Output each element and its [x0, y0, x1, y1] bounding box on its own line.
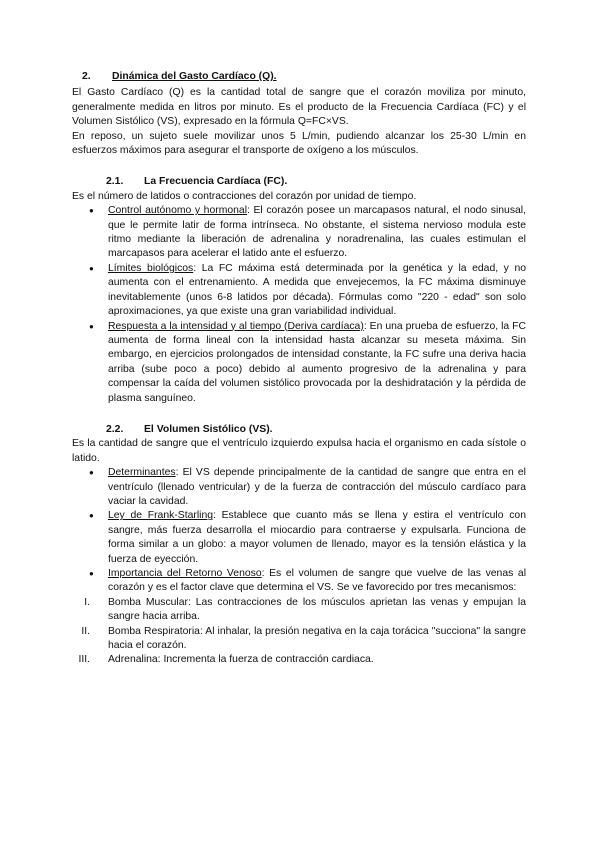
subsection-title: La Frecuencia Cardíaca (FC).	[144, 176, 288, 188]
list-item	[72, 320, 526, 406]
roman-numeral: III.	[78, 654, 90, 666]
section-title: Dinámica del Gasto Cardíaco (Q).	[112, 71, 277, 82]
paragraph: Es el número de latidos o contracciones del corazón por unidad de tiempo.	[72, 190, 417, 202]
definition: : Es el volumen de sangre que vuelve de las venas al corazón y es el factor clave que determina el VS. Se ve favorecido por tres mecanismos:	[108, 568, 526, 594]
item-text: Adrenalina: Incrementa la fuerza de contracción cardiaca.	[108, 654, 374, 666]
definition: : La FC máxima está determinada por la genética y la edad, y no aumenta con el entrenamiento. A medida que envejecemos, la FC máxima disminuye inevitablemente (unos 6-8 latidos por década). Fórmulas como "220 - edad" son solo aproximaciones, ya que existe una gran variabilidad individual.	[108, 262, 526, 318]
bullet-list	[72, 466, 526, 596]
definition: : En una prueba de esfuerzo, la FC aumenta de forma lineal con la intensidad hasta alcanzar su meseta máxima. Sin embargo, en ejercicios prolongados de intensidad constante, la FC sufre una deriva hacia arriba (sube poco a poco) debido al aumento progresivo de la adrenalina y para compensar la caída del volumen sistólico provocada por la deshidratación y la pérdida de plasma sanguíneo.	[108, 320, 527, 404]
roman-list	[72, 596, 526, 668]
term: Ley de Frank-Starling	[108, 510, 213, 522]
paragraph: En reposo, un sujeto suele movilizar unos 5 L/min, pudiendo alcanzar los 25-30 L/min en esfuerzos máximos para asegurar el transporte de oxígeno a los músculos.	[72, 130, 526, 157]
roman-numeral: II.	[81, 625, 90, 637]
section-number: 2.	[82, 71, 91, 82]
section-2-heading	[82, 70, 526, 84]
term: Importancia del Retorno Venoso	[108, 568, 262, 579]
list-item	[72, 625, 526, 654]
list-item	[72, 567, 526, 596]
item-text: Bomba Respiratoria: Al inhalar, la presión negativa en la caja torácica "succiona" la sangre hacia el corazón.	[108, 625, 526, 652]
definition: : Establece que cuanto más se llena y estira el ventrículo con sangre, más fuerza desarrolla el miocardio para contraerse y expulsarla. Funciona de forma similar a un globo: a mayor volumen de llenado, mayor es la tensión elástica y la fuerza de eyección.	[108, 510, 526, 565]
definition: : El VS depende principalmente de la cantidad de sangre que entra en el ventrículo (llenado ventricular) y de la fuerza de contracción del músculo cardíaco para vaciar la cavidad.	[108, 467, 526, 507]
term: Respuesta a la intensidad y al tiempo (Deriva cardíaca)	[108, 320, 364, 332]
paragraph: El Gasto Cardíaco (Q) es la cantidad total de sangre que el corazón moviliza por minuto, generalmente medida en litros por minuto. Es el producto de la Frecuencia Cardíaca (FC) y el Volumen Sistólico (VS), expresado en la fórmula Q=FC×VS.	[72, 87, 526, 128]
section-2-2-heading	[106, 423, 526, 437]
term: Control autónomo y hormonal	[108, 205, 248, 217]
definition: : El corazón posee un marcapasos natural, el nodo sinusal, que le permite latir de forma intrínseca. No obstante, el sistema nervioso modula este ritmo mediante la liberación de adrenalina y noradrenalina, las cuales estimulan el marcapasos para acelerar el latido ante el esfuerzo.	[108, 205, 526, 260]
list-item	[72, 653, 526, 667]
document-page	[72, 70, 526, 668]
list-item	[72, 204, 526, 262]
list-item	[72, 466, 526, 509]
list-item	[72, 509, 526, 567]
list-item	[72, 262, 526, 320]
subsection-title: El Volumen Sistólico (VS).	[144, 423, 273, 435]
paragraph: Es la cantidad de sangre que el ventrículo izquierdo expulsa hacia el organismo en cada sístole o latido.	[72, 438, 526, 464]
term: Límites biológicos	[108, 262, 194, 274]
subsection-number: 2.1.	[106, 176, 124, 188]
term: Determinantes	[108, 467, 176, 479]
section-2-1-heading	[106, 175, 526, 189]
item-text: Bomba Muscular: Las contracciones de los músculos aprietan las venas y empujan la sangre hacia arriba.	[108, 596, 526, 623]
bullet-list	[72, 204, 526, 406]
list-item	[72, 596, 526, 625]
subsection-number: 2.2.	[106, 423, 124, 435]
roman-numeral: I.	[84, 596, 90, 608]
